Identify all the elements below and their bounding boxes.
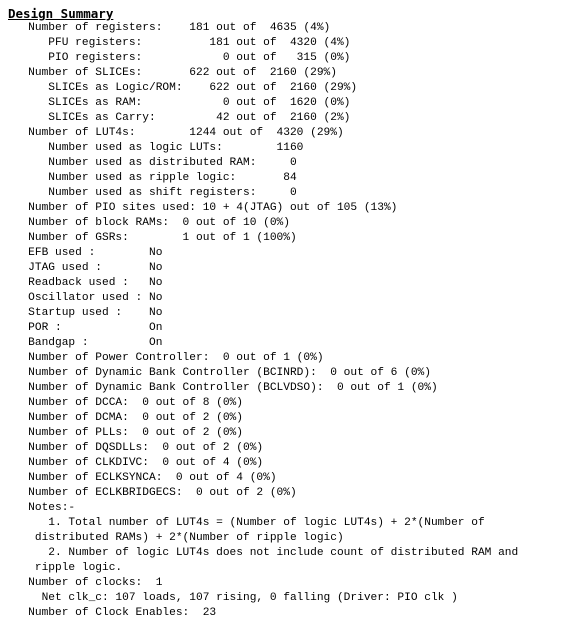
report-title: Design Summary <box>8 6 114 21</box>
dcca: Number of DCCA: 0 out of 8 (0%) <box>8 397 243 409</box>
plls: Number of PLLs: 0 out of 2 (0%) <box>8 427 243 439</box>
clocks-count: Number of clocks: 1 <box>8 577 163 589</box>
startup-used: Startup used : No <box>8 307 163 319</box>
eclkbridgecs: Number of ECLKBRIDGECS: 0 out of 2 (0%) <box>8 487 297 499</box>
oscillator-used: Oscillator used : No <box>8 292 163 304</box>
shift-registers: Number used as shift registers: 0 <box>8 187 297 199</box>
dcma: Number of DCMA: 0 out of 2 (0%) <box>8 412 243 424</box>
note-1-line-2: distributed RAMs) + 2*(Number of ripple logic) <box>8 532 344 544</box>
eclksynca: Number of ECLKSYNCA: 0 out of 4 (0%) <box>8 472 277 484</box>
lut4s-count: Number of LUT4s: 1244 out of 4320 (29%) <box>8 127 344 139</box>
clock-enables: Number of Clock Enables: 23 <box>8 607 217 619</box>
note-2-line-1: 2. Number of logic LUT4s does not include count of distributed RAM and <box>8 547 519 559</box>
report-body <box>8 21 568 621</box>
net-clk-c: Net clk_c: 107 loads, 107 rising, 0 falling (Driver: PIO clk ) <box>8 592 458 604</box>
logic-luts: Number used as logic LUTs: 1160 <box>8 142 304 154</box>
jtag-used: JTAG used : No <box>8 262 163 274</box>
ripple-logic: Number used as ripple logic: 84 <box>8 172 297 184</box>
gsrs: Number of GSRs: 1 out of 1 (100%) <box>8 232 297 244</box>
clkdivc: Number of CLKDIVC: 0 out of 4 (0%) <box>8 457 264 469</box>
slices-count: Number of SLICEs: 622 out of 2160 (29%) <box>8 67 337 79</box>
bandgap: Bandgap : On <box>8 337 163 349</box>
bank-controller-bcinrd: Number of Dynamic Bank Controller (BCINRD): 0 out of 6 (0%) <box>8 367 431 379</box>
design-summary-report <box>8 6 568 621</box>
note-1-line-1: 1. Total number of LUT4s = (Number of logic LUT4s) + 2*(Number of <box>8 517 485 529</box>
note-2-line-2: ripple logic. <box>8 562 123 574</box>
bank-controller-bclvdso: Number of Dynamic Bank Controller (BCLVDSO): 0 out of 1 (0%) <box>8 382 438 394</box>
slices-ram: SLICEs as RAM: 0 out of 1620 (0%) <box>8 97 351 109</box>
pfu-registers: PFU registers: 181 out of 4320 (4%) <box>8 37 351 49</box>
block-rams: Number of block RAMs: 0 out of 10 (0%) <box>8 217 290 229</box>
pio-sites: Number of PIO sites used: 10 + 4(JTAG) out of 105 (13%) <box>8 202 398 214</box>
distributed-ram: Number used as distributed RAM: 0 <box>8 157 297 169</box>
dqsdlls: Number of DQSDLLs: 0 out of 2 (0%) <box>8 442 264 454</box>
por: POR : On <box>8 322 163 334</box>
slices-logic-rom: SLICEs as Logic/ROM: 622 out of 2160 (29%) <box>8 82 358 94</box>
power-controller: Number of Power Controller: 0 out of 1 (0%) <box>8 352 324 364</box>
efb-used: EFB used : No <box>8 247 163 259</box>
readback-used: Readback used : No <box>8 277 163 289</box>
registers-count: Number of registers: 181 out of 4635 (4%) <box>8 22 331 34</box>
pio-registers: PIO registers: 0 out of 315 (0%) <box>8 52 351 64</box>
notes-heading: Notes:- <box>8 502 76 514</box>
slices-carry: SLICEs as Carry: 42 out of 2160 (2%) <box>8 112 351 124</box>
